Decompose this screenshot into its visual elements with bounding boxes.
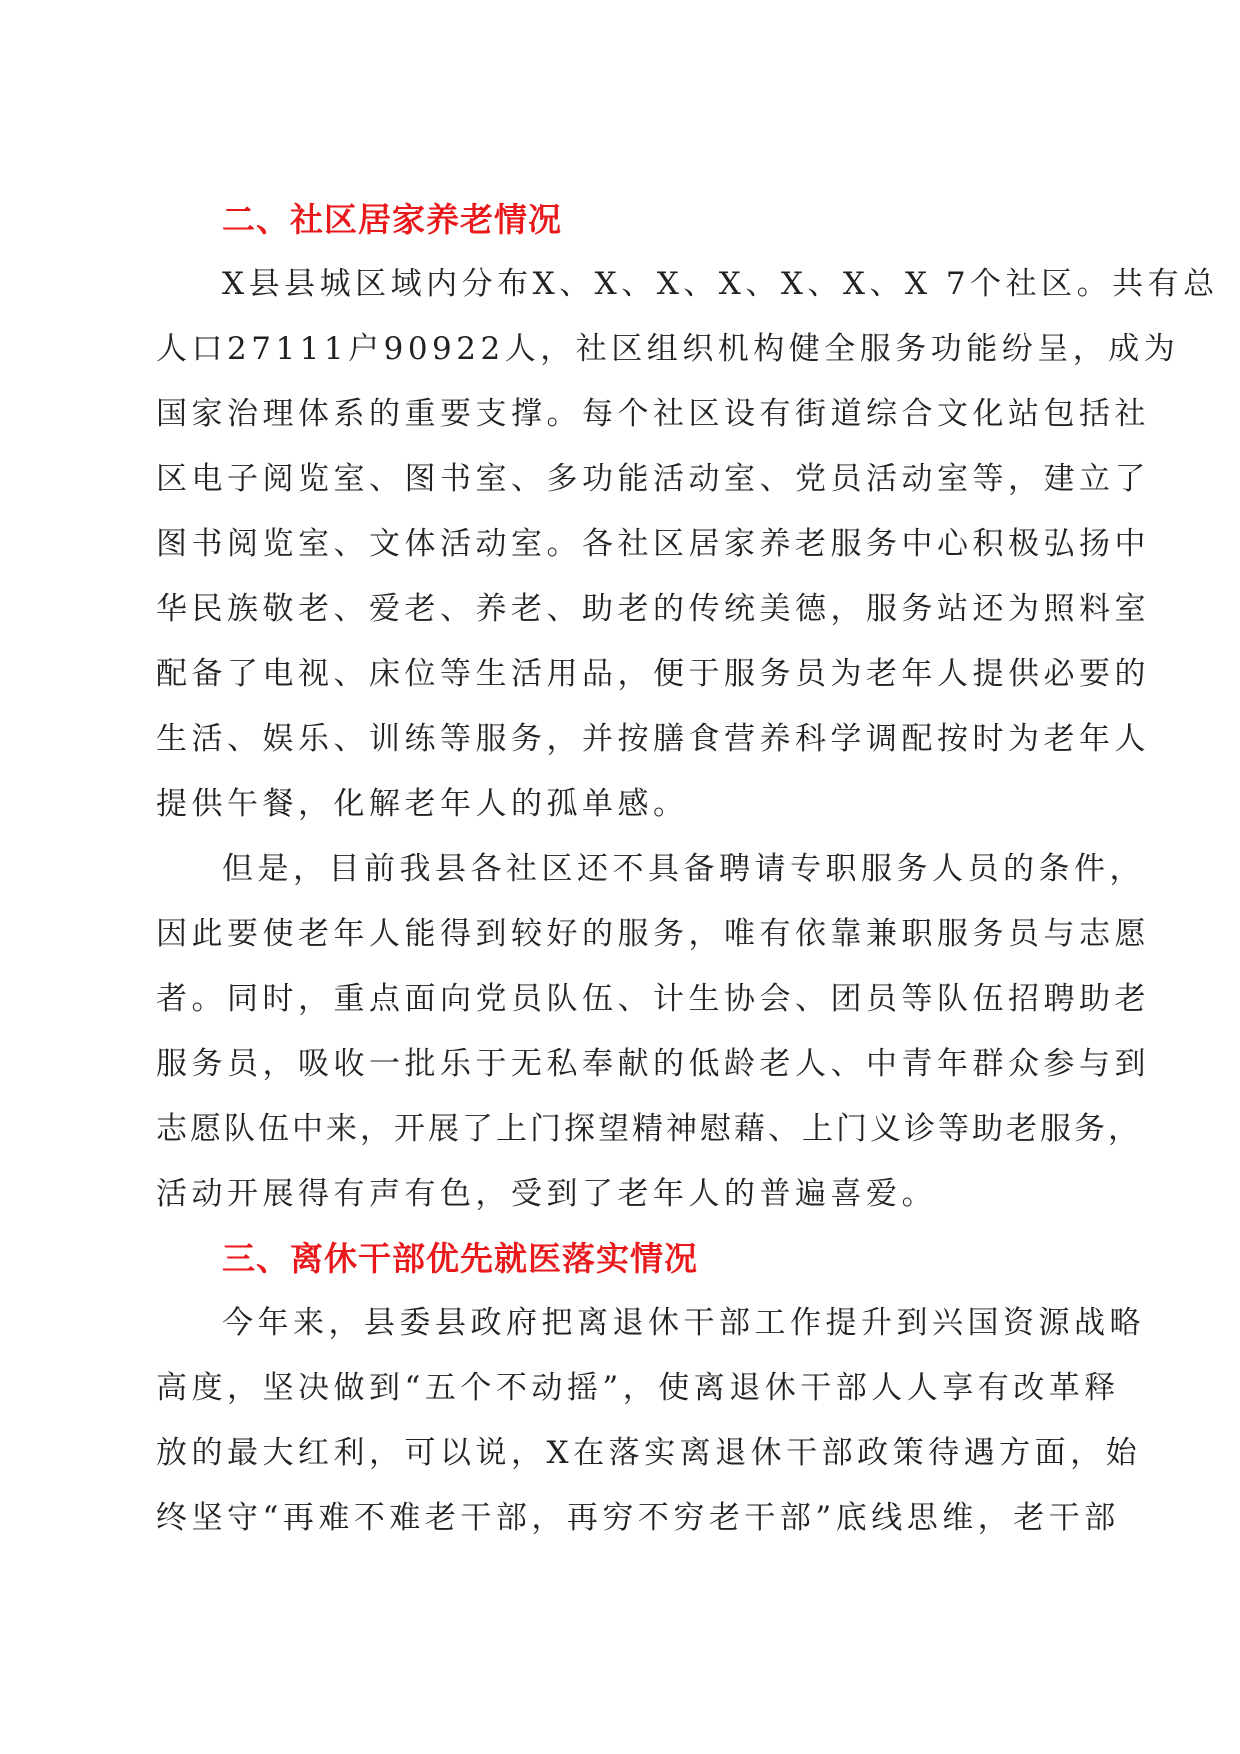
- text-line: 国家治理体系的重要支撑。每个社区设有街道综合文化站包括社: [156, 396, 1150, 432]
- paragraph-community-overview: [156, 252, 1219, 837]
- text-line: 服务员，吸收一批乐于无私奉献的低龄老人、中青年群众参与到: [156, 1046, 1150, 1082]
- text-line: 高度，坚决做到“五个不动摇”，使离退休干部人人享有改革释: [156, 1370, 1120, 1406]
- section-heading-retired-cadres-medical: 三、离休干部优先就医落实情况: [222, 1239, 698, 1278]
- text-line: 人口27111户90922人，社区组织机构健全服务功能纷呈，成为: [156, 331, 1180, 367]
- text-line: 生活、娱乐、训练等服务，并按膳食营养科学调配按时为老年人: [156, 721, 1150, 757]
- text-line: 图书阅览室、文体活动室。各社区居家养老服务中心积极弘扬中: [156, 526, 1150, 562]
- text-line: 今年来，县委县政府把离退休干部工作提升到兴国资源战略: [222, 1305, 1145, 1341]
- text-line: 终坚守“再难不难老干部，再穷不穷老干部”底线思维，老干部: [156, 1500, 1120, 1536]
- text-line: 志愿队伍中来，开展了上门探望精神慰藉、上门义诊等助老服务，: [156, 1111, 1142, 1147]
- text-line: 提供午餐，化解老年人的孤单感。: [156, 786, 689, 822]
- text-line: 因此要使老年人能得到较好的服务，唯有依靠兼职服务员与志愿: [156, 916, 1150, 952]
- document-body: [156, 188, 1219, 1551]
- text-line: 区电子阅览室、图书室、多功能活动室、党员活动室等，建立了: [156, 461, 1150, 497]
- text-line: 但是，目前我县各社区还不具备聘请专职服务人员的条件，: [222, 851, 1145, 887]
- paragraph-retired-cadres-policy: [156, 1291, 1145, 1551]
- text-line: 者。同时，重点面向党员队伍、计生协会、团员等队伍招聘助老: [156, 981, 1150, 1017]
- text-line: 华民族敬老、爱老、养老、助老的传统美德，服务站还为照料室: [156, 591, 1150, 627]
- section-heading-community-elderly-care: 二、社区居家养老情况: [222, 200, 562, 239]
- text-line: 活动开展得有声有色，受到了老年人的普遍喜爱。: [156, 1176, 937, 1212]
- text-line: X县县城区域内分布X、X、X、X、X、X、X 7个社区。共有总: [222, 266, 1219, 302]
- paragraph-volunteer-services: [156, 837, 1150, 1227]
- text-line: 放的最大红利，可以说，X在落实离退休干部政策待遇方面，始: [156, 1435, 1142, 1471]
- text-line: 配备了电视、床位等生活用品，便于服务员为老年人提供必要的: [156, 656, 1150, 692]
